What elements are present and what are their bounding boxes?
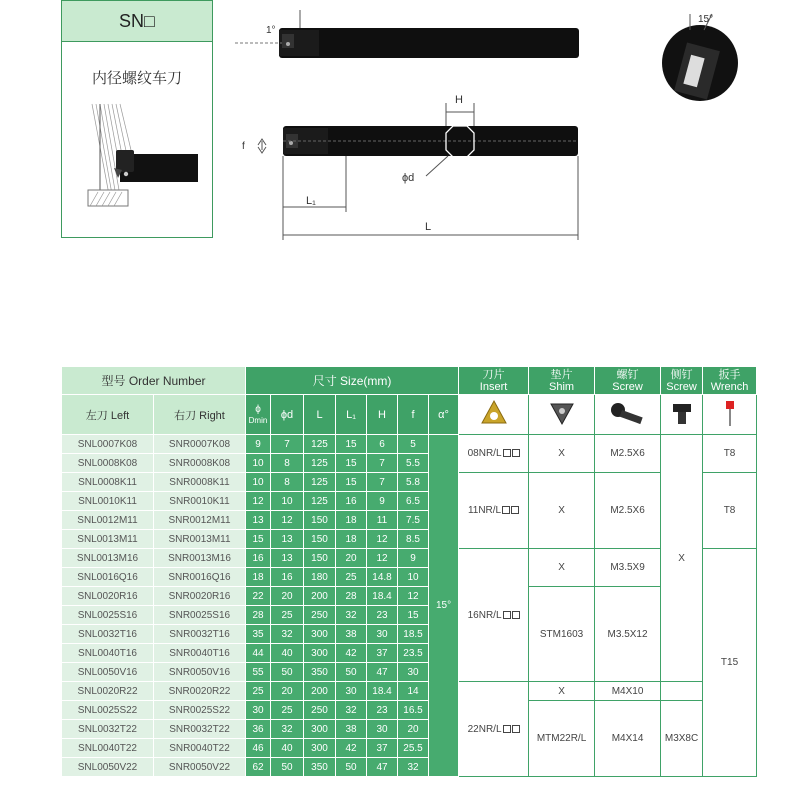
f-value: 14 [398, 682, 429, 701]
d-value: 50 [271, 758, 304, 777]
l-value: 125 [304, 454, 336, 473]
l1-value: 38 [336, 625, 367, 644]
left-code: SNL0010K11 [62, 492, 154, 511]
l-value: 300 [304, 739, 336, 758]
l1-value: 28 [336, 587, 367, 606]
dmin-value: 62 [246, 758, 271, 777]
right-code: SNR0007K08 [154, 435, 246, 454]
spec-table [61, 366, 757, 777]
d-value: 25 [271, 606, 304, 625]
l-value: 350 [304, 663, 336, 682]
boring-bar-bottom [242, 94, 578, 240]
angle-15-label: 15° [698, 14, 714, 25]
d-value: 32 [271, 625, 304, 644]
wrench-08: T8 [703, 435, 757, 473]
wrench-11: T8 [703, 473, 757, 549]
d-value: 25 [271, 701, 304, 720]
end-view [662, 14, 738, 101]
screw-image-cell [595, 395, 661, 435]
dmin-value: 12 [246, 492, 271, 511]
thread-insert-icon [479, 398, 509, 428]
tool-diagram [0, 0, 798, 260]
boring-bar-top [235, 10, 579, 58]
right-code: SNR0032T22 [154, 720, 246, 739]
l1-value: 18 [336, 511, 367, 530]
h-value: 37 [367, 739, 398, 758]
l1-value: 25 [336, 568, 367, 587]
l1-value: 50 [336, 758, 367, 777]
l-value: 300 [304, 644, 336, 663]
table-row [62, 701, 757, 720]
side-screw-x: X [661, 435, 703, 682]
dmin-value: 35 [246, 625, 271, 644]
left-code: SNL0007K08 [62, 435, 154, 454]
right-code: SNR0050V16 [154, 663, 246, 682]
dmin-value: 28 [246, 606, 271, 625]
dmin-value: 10 [246, 454, 271, 473]
f-value: 18.5 [398, 625, 429, 644]
h-value: 14.8 [367, 568, 398, 587]
f-value: 10 [398, 568, 429, 587]
screw-header: 螺钉 Screw [595, 367, 661, 395]
right-code: SNR0010K11 [154, 492, 246, 511]
dmin-value: 15 [246, 530, 271, 549]
d-value: 50 [271, 663, 304, 682]
h-value: 23 [367, 606, 398, 625]
l1-value: 42 [336, 644, 367, 663]
screw-icon [608, 398, 648, 428]
right-code: SNR0050V22 [154, 758, 246, 777]
h-value: 47 [367, 663, 398, 682]
wrench-header: 扳手 Wrench [703, 367, 757, 395]
h-value: 12 [367, 549, 398, 568]
shim-16a: X [529, 549, 595, 587]
f-value: 16.5 [398, 701, 429, 720]
l1-value: 15 [336, 454, 367, 473]
right-code: SNR0016Q16 [154, 568, 246, 587]
f-value: 23.5 [398, 644, 429, 663]
side-screw-header: 侧钉 Screw [661, 367, 703, 395]
insert-16: 16NR/L [459, 549, 529, 682]
shim-icon [547, 398, 577, 428]
dmin-value: 9 [246, 435, 271, 454]
d-value: 8 [271, 454, 304, 473]
right-code: SNR0020R16 [154, 587, 246, 606]
left-header: 左刀 Left [62, 395, 154, 435]
l1-value: 30 [336, 682, 367, 701]
table-row [62, 473, 757, 492]
right-code: SNR0013M16 [154, 549, 246, 568]
l1-value: 16 [336, 492, 367, 511]
l1-value: 15 [336, 473, 367, 492]
bore-illustration [88, 103, 198, 207]
left-code: SNL0050V16 [62, 663, 154, 682]
h-value: 7 [367, 454, 398, 473]
h-value: 18.4 [367, 587, 398, 606]
shim-16b: STM1603 [529, 587, 595, 682]
l-value: 200 [304, 682, 336, 701]
l-value: 150 [304, 511, 336, 530]
insert-08: 08NR/L [459, 435, 529, 473]
dmin-value: 22 [246, 587, 271, 606]
left-code: SNL0008K08 [62, 454, 154, 473]
h-value: 23 [367, 701, 398, 720]
shim-22b: MTM22R/L [529, 701, 595, 777]
left-code: SNL0032T16 [62, 625, 154, 644]
shim-header: 垫片 Shim [529, 367, 595, 395]
right-code: SNR0032T16 [154, 625, 246, 644]
left-code: SNL0020R22 [62, 682, 154, 701]
left-code: SNL0020R16 [62, 587, 154, 606]
insert-22: 22NR/L [459, 682, 529, 777]
l-value: 350 [304, 758, 336, 777]
insert-11: 11NR/L [459, 473, 529, 549]
dmin-value: 55 [246, 663, 271, 682]
screw-16a: M3.5X9 [595, 549, 661, 587]
dmin-value: 46 [246, 739, 271, 758]
h-value: 6 [367, 435, 398, 454]
f-value: 30 [398, 663, 429, 682]
shim-08: X [529, 435, 595, 473]
f-value: 5 [398, 435, 429, 454]
insert-image-cell [459, 395, 529, 435]
dmin-value: 18 [246, 568, 271, 587]
l1-value: 32 [336, 701, 367, 720]
left-code: SNL0040T22 [62, 739, 154, 758]
l1-value: 18 [336, 530, 367, 549]
right-code: SNR0040T22 [154, 739, 246, 758]
wrench-icon [720, 398, 740, 428]
l1-value: 15 [336, 435, 367, 454]
right-code: SNR0025S22 [154, 701, 246, 720]
shim-22a: X [529, 682, 595, 701]
dmin-value: 36 [246, 720, 271, 739]
l1-value: 20 [336, 549, 367, 568]
l-value: 250 [304, 606, 336, 625]
angle-1-label: 1° [266, 25, 276, 36]
right-code: SNR0025S16 [154, 606, 246, 625]
dim-d-label: ϕd [402, 172, 415, 184]
left-code: SNL0008K11 [62, 473, 154, 492]
dmin-value: 44 [246, 644, 271, 663]
h-value: 7 [367, 473, 398, 492]
screw-11: M2.5X6 [595, 473, 661, 549]
dmin-value: 10 [246, 473, 271, 492]
f-value: 7.5 [398, 511, 429, 530]
dim-f-label: f [242, 141, 245, 152]
insert-header: 刀片 Insert [459, 367, 529, 395]
dmin-value: 25 [246, 682, 271, 701]
d-value: 20 [271, 682, 304, 701]
screw-08: M2.5X6 [595, 435, 661, 473]
right-code: SNR0040T16 [154, 644, 246, 663]
left-code: SNL0025S22 [62, 701, 154, 720]
product-subtitle: 内径螺纹车刀 [91, 69, 182, 87]
shim-11: X [529, 473, 595, 549]
right-code: SNR0020R22 [154, 682, 246, 701]
f-value: 9 [398, 549, 429, 568]
f-value: 12 [398, 587, 429, 606]
f-value: 5.8 [398, 473, 429, 492]
l1-value: 38 [336, 720, 367, 739]
right-code: SNR0012M11 [154, 511, 246, 530]
l-value: 150 [304, 549, 336, 568]
l1-header: L₁ [336, 395, 367, 435]
side-screw-m3: M3X8C [661, 701, 703, 777]
screw-16b: M3.5X12 [595, 587, 661, 682]
f-value: 32 [398, 758, 429, 777]
f-value: 5.5 [398, 454, 429, 473]
dmin-value: 30 [246, 701, 271, 720]
alpha-header: α° [429, 395, 459, 435]
f-value: 8.5 [398, 530, 429, 549]
product-code: SN□ [62, 1, 212, 42]
d-value: 7 [271, 435, 304, 454]
d-value: 40 [271, 644, 304, 663]
d-value: 32 [271, 720, 304, 739]
l-value: 180 [304, 568, 336, 587]
h-value: 30 [367, 720, 398, 739]
l-value: 300 [304, 720, 336, 739]
l-value: 250 [304, 701, 336, 720]
side-screw-image-cell [661, 395, 703, 435]
table-row [62, 682, 757, 701]
right-header: 右刀 Right [154, 395, 246, 435]
h-header: H [367, 395, 398, 435]
dim-h-label: H [455, 94, 463, 106]
f-value: 20 [398, 720, 429, 739]
d-header: ϕd [271, 395, 304, 435]
l1-value: 50 [336, 663, 367, 682]
d-value: 10 [271, 492, 304, 511]
size-header: 尺寸 Size(mm) [246, 367, 459, 395]
shim-image-cell [529, 395, 595, 435]
left-code: SNL0032T22 [62, 720, 154, 739]
f-header: f [398, 395, 429, 435]
left-code: SNL0012M11 [62, 511, 154, 530]
right-code: SNR0008K11 [154, 473, 246, 492]
l-value: 200 [304, 587, 336, 606]
left-code: SNL0040T16 [62, 644, 154, 663]
d-value: 8 [271, 473, 304, 492]
l-value: 125 [304, 473, 336, 492]
d-value: 13 [271, 549, 304, 568]
alpha-value: 15° [429, 435, 459, 777]
l1-value: 42 [336, 739, 367, 758]
left-code: SNL0013M11 [62, 530, 154, 549]
l1-value: 32 [336, 606, 367, 625]
l-value: 150 [304, 530, 336, 549]
l-header: L [304, 395, 336, 435]
f-value: 15 [398, 606, 429, 625]
wrench-15: T15 [703, 549, 757, 777]
dim-l-label: L [425, 221, 432, 233]
l-value: 300 [304, 625, 336, 644]
order-number-header: 型号 Order Number [62, 367, 246, 395]
table-row [62, 549, 757, 568]
f-value: 6.5 [398, 492, 429, 511]
h-value: 37 [367, 644, 398, 663]
d-value: 20 [271, 587, 304, 606]
h-value: 47 [367, 758, 398, 777]
dim-l1-label: L₁ [306, 195, 316, 207]
wrench-image-cell [703, 395, 757, 435]
d-value: 13 [271, 530, 304, 549]
d-value: 12 [271, 511, 304, 530]
h-value: 11 [367, 511, 398, 530]
screw-22a: M4X10 [595, 682, 661, 701]
screw-22b: M4X14 [595, 701, 661, 777]
d-value: 40 [271, 739, 304, 758]
l-value: 125 [304, 435, 336, 454]
left-code: SNL0016Q16 [62, 568, 154, 587]
table-row [62, 587, 757, 606]
left-code: SNL0013M16 [62, 549, 154, 568]
table-row [62, 435, 757, 454]
h-value: 30 [367, 625, 398, 644]
dmin-header: ϕ Dmin [246, 395, 271, 435]
h-value: 12 [367, 530, 398, 549]
side-screw-icon [667, 398, 697, 428]
right-code: SNR0008K08 [154, 454, 246, 473]
right-code: SNR0013M11 [154, 530, 246, 549]
left-code: SNL0025S16 [62, 606, 154, 625]
f-value: 25.5 [398, 739, 429, 758]
l-value: 125 [304, 492, 336, 511]
dmin-value: 13 [246, 511, 271, 530]
dmin-value: 16 [246, 549, 271, 568]
left-code: SNL0050V22 [62, 758, 154, 777]
h-value: 9 [367, 492, 398, 511]
h-value: 18.4 [367, 682, 398, 701]
d-value: 16 [271, 568, 304, 587]
